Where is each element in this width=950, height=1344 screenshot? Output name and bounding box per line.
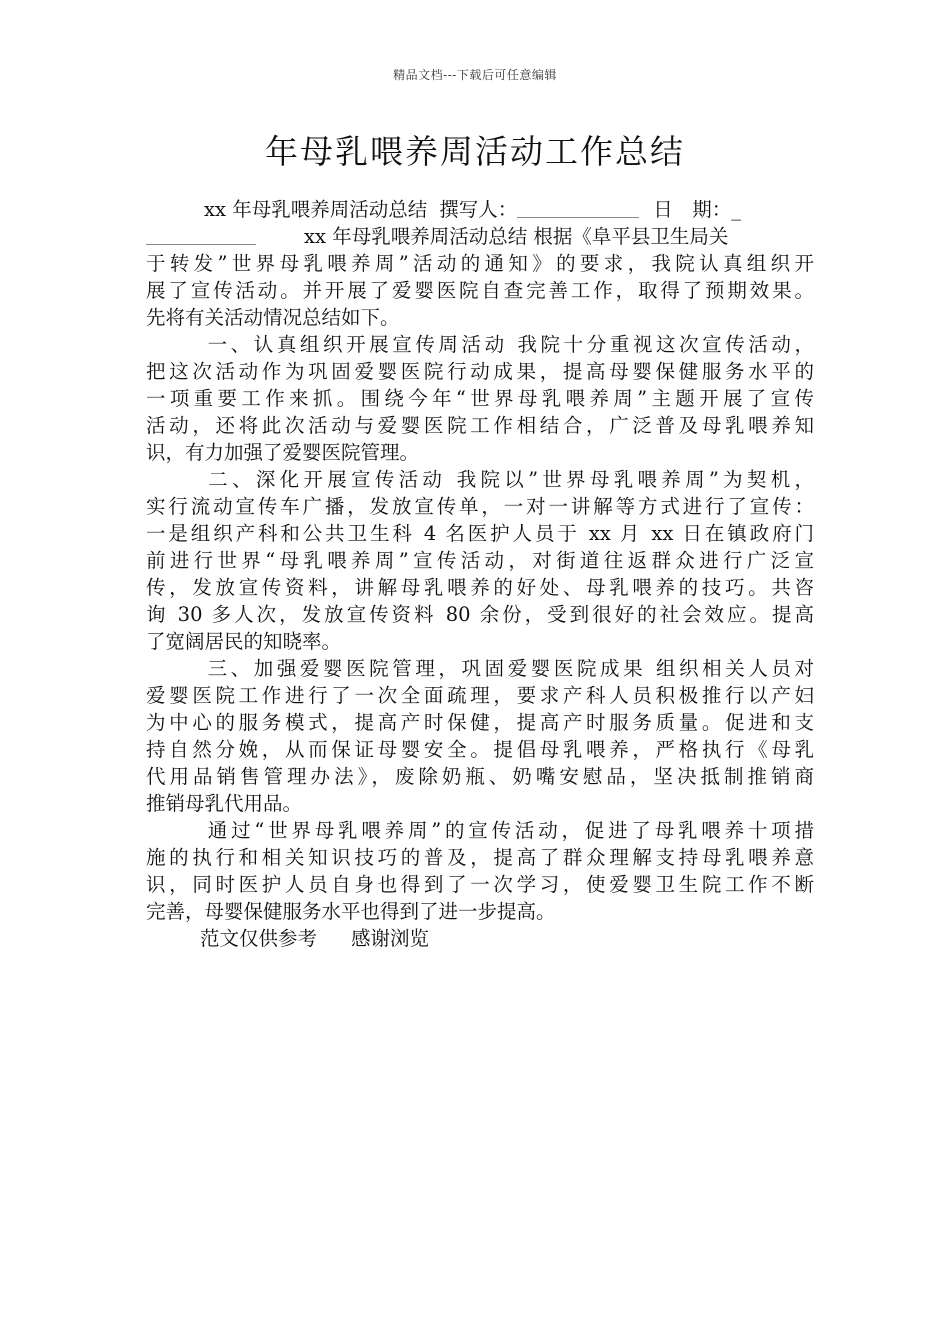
meta-line — [146, 196, 814, 223]
section-heading-line: 三、加强爱婴医院管理，巩固爱婴医院成果 组织相关人员对 — [204, 657, 814, 680]
header-note: 精品文档---下载后可任意编辑 — [393, 68, 557, 82]
document-body — [146, 196, 814, 952]
section-heading-line: 一、认真组织开展宣传周活动 我院十分重视这次宣传活动， — [204, 333, 814, 356]
paragraph-line: 询 30 多人次，发放宣传资料 80 余份，受到很好的社会效应。提高 — [146, 603, 814, 626]
paragraph-line: 前进行世界“母乳喂养周”宣传活动，对街道往返群众进行广泛宣 — [146, 549, 814, 572]
paragraph-line: 先将有关活动情况总结如下。 — [146, 306, 400, 329]
paragraph-line: 持自然分娩，从而保证母婴安全。提倡母乳喂养，严格执行《母乳 — [146, 738, 814, 761]
date-tail: _ — [731, 198, 741, 221]
paragraph-line: 展了宣传活动。并开展了爱婴医院自查完善工作，取得了预期效果。 — [146, 279, 814, 302]
paragraph-line: 把这次活动作为巩固爱婴医院行动成果，提高母婴保健服务水平的 — [146, 360, 814, 383]
paragraph-line: 一是组织产科和公共卫生科 4 名医护人员于 xx 月 xx 日在镇政府门 — [146, 522, 814, 545]
paragraph-line: 一项重要工作来抓。围绕今年“世界母乳喂养周”主题开展了宣传 — [146, 387, 814, 410]
paragraph-line: 通过“世界母乳喂养周”的宣传活动，促进了母乳喂养十项措 — [204, 819, 814, 842]
paragraph-line: 于转发”世界母乳喂养周”活动的通知》的要求，我院认真组织开 — [146, 252, 814, 275]
meta-subject: xx 年母乳喂养周活动总结 — [204, 198, 428, 221]
footer-thanks: 感谢浏览 — [351, 927, 430, 950]
paragraph-line: 识，有力加强了爱婴医院管理。 — [146, 441, 420, 464]
paragraph-line: 活动，还将此次活动与爱婴医院工作相结合，广泛普及母乳喂养知 — [146, 414, 814, 437]
paragraph-line: 完善，母婴保健服务水平也得到了进一步提高。 — [146, 900, 556, 923]
paragraph-line: 传，发放宣传资料，讲解母乳喂养的好处、母乳喂养的技巧。共咨 — [146, 576, 814, 599]
date-label: 日 期： — [653, 198, 732, 221]
footer-reference: 范文仅供参考 — [200, 927, 318, 950]
author-blank — [517, 199, 639, 218]
paragraph-line: 爱婴医院工作进行了一次全面疏理，要求产科人员积极推行以产妇 — [146, 684, 814, 707]
document-title: 年母乳喂养周活动工作总结 — [265, 132, 685, 171]
paragraph-line: xx 年母乳喂养周活动总结 根据《阜平县卫生局关 — [146, 223, 814, 250]
paragraph-line: 推销母乳代用品。 — [146, 792, 303, 815]
paragraph-line: 识，同时医护人员自身也得到了一次学习，使爱婴卫生院工作不断 — [146, 873, 814, 896]
paragraph-line: 代用品销售管理办法》，废除奶瓶、奶嘴安慰品，坚决抵制推销商 — [146, 765, 814, 788]
author-label: 撰写人： — [439, 198, 518, 221]
footer-line — [146, 925, 814, 952]
paragraph-line: 了宽阔居民的知晓率。 — [146, 630, 342, 653]
date-blank — [146, 226, 256, 245]
paragraph-line: 实行流动宣传车广播，发放宣传单，一对一讲解等方式进行了宣传： — [146, 495, 814, 518]
paragraph-line: 施的执行和相关知识技巧的普及，提高了群众理解支持母乳喂养意 — [146, 846, 814, 869]
paragraph-line: 为中心的服务模式，提高产时保健，提高产时服务质量。促进和支 — [146, 711, 814, 734]
section-heading-line: 二、深化开展宣传活动 我院以”世界母乳喂养周”为契机， — [204, 468, 814, 491]
